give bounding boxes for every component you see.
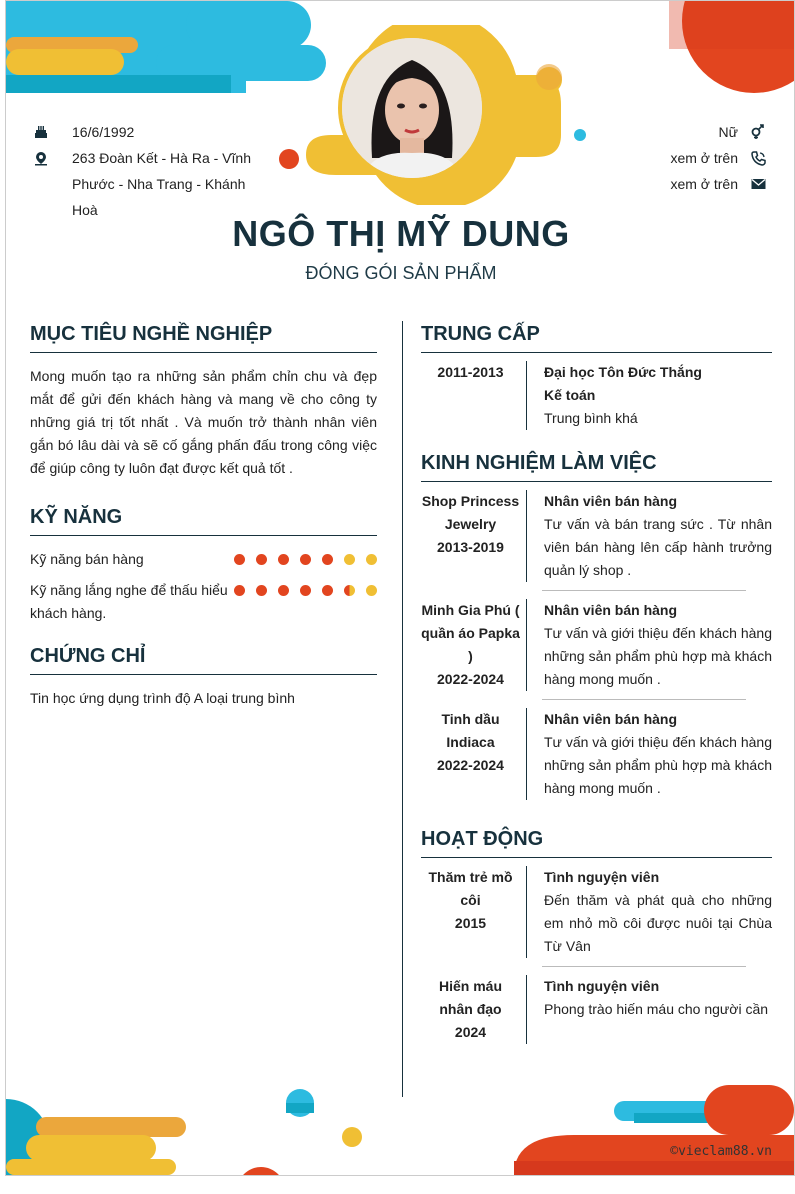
activity-role: Tình nguyện viên [544, 978, 660, 994]
column-divider [402, 321, 403, 1097]
activity-details [526, 975, 772, 1044]
experience-position: Nhân viên bán hàng [544, 602, 678, 618]
left-column [30, 323, 377, 710]
skill-row [30, 548, 377, 571]
birthday-cake-icon [34, 119, 56, 145]
skill-rating [234, 548, 377, 565]
experience-entry [421, 490, 772, 582]
skill-dot [278, 554, 289, 565]
skill-dot [322, 585, 333, 596]
experience-description: Tư vấn và bán trang sức . Từ nhân viên bán hàng lên cấp hành trưởng quản lý shop . [544, 516, 772, 578]
experience-description: Tư vấn và giới thiệu đến khách hàng những sản phẩm phù hợp mà khách hàng mong muốn . [544, 734, 772, 796]
education-grade: Trung bình khá [544, 410, 638, 426]
email-text[interactable]: xem ở trên [670, 176, 738, 192]
experience-details [526, 490, 772, 582]
location-pin-icon [34, 145, 56, 171]
skill-dot [278, 585, 289, 596]
candidate-position: ĐÓNG GÓI SẢN PHẨM [305, 263, 497, 283]
skill-rating [234, 579, 377, 596]
skills-list [30, 548, 377, 625]
experience-period: 2022-2024 [437, 671, 504, 687]
skill-dot [300, 554, 311, 565]
certificate-item: Tin học ứng dụng trình độ A loại trung bình [30, 690, 295, 706]
decor-bottom-right [514, 1085, 794, 1175]
activities-section [421, 828, 772, 1044]
skill-dot [366, 585, 377, 596]
entry-separator [542, 590, 746, 591]
activity-event: Hiến máu nhân đạo [438, 978, 502, 1017]
education-entry [421, 361, 772, 430]
skills-title: KỸ NĂNG [30, 506, 377, 536]
experience-company-block [421, 708, 526, 800]
certificates-section [30, 645, 377, 710]
objective-title: MỤC TIÊU NGHỀ NGHIỆP [30, 323, 377, 353]
experience-description: Tư vấn và giới thiệu đến khách hàng những sản phẩm phù hợp mà khách hàng mong muốn . [544, 625, 772, 687]
experience-list [421, 490, 772, 800]
decor-top-right [669, 1, 794, 96]
education-major: Kế toán [544, 387, 596, 403]
entry-separator [542, 966, 746, 967]
activity-entry [421, 975, 772, 1044]
education-title: TRUNG CẤP [421, 323, 772, 353]
activity-event: Thăm trẻ mồ côi [428, 869, 513, 908]
activity-event-block [421, 866, 526, 958]
certificates-title: CHỨNG CHỈ [30, 645, 377, 675]
activity-description: Đến thăm và phát quà cho những em nhỏ mồ côi được nuôi tại Chùa Từ Vân [544, 892, 772, 954]
activity-year: 2015 [454, 915, 487, 931]
skill-dot [234, 554, 245, 565]
activity-year: 2024 [454, 1024, 487, 1040]
education-period: 2011-2013 [437, 364, 504, 380]
right-column [421, 323, 772, 1044]
skill-name: Kỹ năng bán hàng [30, 551, 144, 567]
experience-period: 2013-2019 [437, 539, 504, 555]
activities-list [421, 866, 772, 1044]
candidate-name: NGÔ THỊ MỸ DUNG [232, 213, 570, 254]
gender-icon [750, 119, 766, 145]
phone-text[interactable]: xem ở trên [670, 150, 738, 166]
experience-section [421, 452, 772, 800]
skill-row [30, 579, 377, 625]
activities-title: HOẠT ĐỘNG [421, 828, 772, 858]
activity-event-block [421, 975, 526, 1044]
experience-entry [421, 708, 772, 800]
skill-dot [344, 554, 355, 565]
skill-dot [256, 554, 267, 565]
activity-description: Phong trào hiến máu cho người cần [544, 1001, 769, 1017]
gender-text: Nữ [718, 124, 738, 140]
skill-dot [300, 585, 311, 596]
skill-dot [366, 554, 377, 565]
contact-left [34, 119, 274, 223]
experience-company: Shop Princess Jewelry [421, 493, 520, 532]
experience-company-block [421, 490, 526, 582]
avatar-portrait-icon [342, 38, 482, 178]
experience-details [526, 599, 772, 691]
decor-bottom-left [6, 1085, 386, 1175]
gender-row [606, 119, 766, 145]
experience-period: 2022-2024 [437, 757, 504, 773]
skill-name: Kỹ năng lắng nghe để thấu hiểu khách hàng. [30, 582, 228, 621]
activity-details [526, 866, 772, 958]
education-details [526, 361, 772, 430]
objective-section [30, 323, 377, 480]
skill-dot [256, 585, 267, 596]
email-row [606, 171, 766, 197]
activity-entry [421, 866, 772, 958]
envelope-icon [750, 171, 766, 197]
decor-top-left [6, 1, 326, 101]
experience-position: Nhân viên bán hàng [544, 711, 678, 727]
experience-details [526, 708, 772, 800]
phone-row [606, 145, 766, 171]
contact-right [606, 119, 766, 197]
skill-dot [344, 585, 355, 596]
skill-dot [322, 554, 333, 565]
education-section [421, 323, 772, 430]
avatar [338, 34, 486, 182]
orange-bubble [279, 149, 299, 169]
experience-position: Nhân viên bán hàng [544, 493, 678, 509]
experience-company: Tinh dầu Indiaca [441, 711, 500, 750]
phone-icon [750, 145, 766, 171]
skills-section [30, 506, 377, 625]
entry-separator [542, 699, 746, 700]
education-school: Đại học Tôn Đức Thắng [544, 364, 702, 380]
address-row [34, 145, 274, 223]
experience-company-block [421, 599, 526, 691]
experience-entry [421, 599, 772, 691]
cv-page [5, 0, 795, 1176]
activity-role: Tình nguyện viên [544, 869, 660, 885]
experience-title: KINH NGHIỆM LÀM VIỆC [421, 452, 772, 482]
skill-dot [234, 585, 245, 596]
birthdate-text: 16/6/1992 [72, 124, 135, 140]
birthdate-row [34, 119, 274, 145]
address-text: 263 Đoàn Kết - Hà Ra - Vĩnh Phước - Nha Trang - Khánh Hoà [72, 150, 251, 218]
objective-text: Mong muốn tạo ra những sản phẩm chỉn chu và đẹp mắt để gửi đến khách hàng và mang về cho công ty những giá trị tốt nhất . Và muốn trở thành nhân viên gắn bó lâu dài và sẽ cố gắng phấn đấu trong công việc để giúp công ty luôn đạt được kết quả tốt . [30, 368, 377, 476]
watermark: ©vieclam88.vn [670, 1144, 772, 1159]
experience-company: Minh Gia Phú ( quần áo Papka ) [421, 602, 520, 664]
